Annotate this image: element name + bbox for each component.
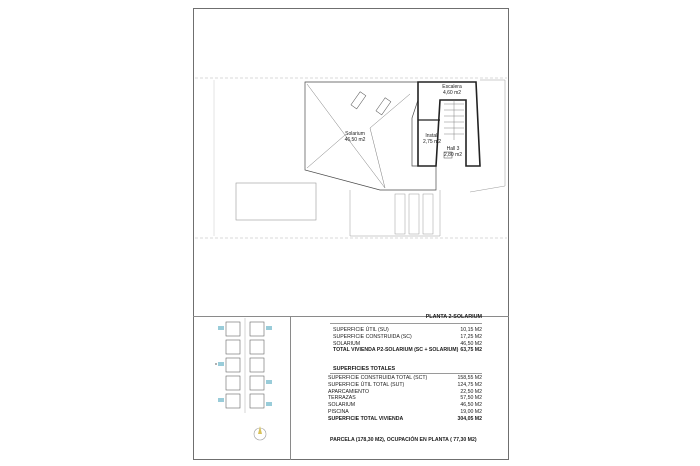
planta-title-rule (330, 323, 482, 324)
parcela-note: PARCELA (178,30 M2), OCUPACIÓN EN PLANTA ( 77,30 M2) (330, 437, 477, 443)
totales-title: SUPERFICIES TOTALES (333, 366, 396, 372)
table-row: TERRAZAS 57,50 M2 (328, 395, 482, 402)
room-label-hall: Hall 3 2,80 m2 (443, 146, 463, 158)
table-row: APARCAMIENTO 22,50 M2 (328, 388, 482, 395)
table-row: SUPERFICIE CONSTRUIDA (SC) 17,25 M2 (333, 333, 482, 340)
parking-slot (423, 194, 433, 234)
table-row: SOLARIUM 46,50 M2 (328, 402, 482, 409)
sun-lounger (351, 92, 366, 109)
table-row: SUPERFICIE CONSTRUIDA TOTAL (SCT) 158,55 M2 (328, 375, 482, 381)
totales-title-rule (330, 373, 482, 374)
planta-table (330, 314, 482, 321)
table-row: SOLARIUM 46,50 M2 (333, 340, 482, 347)
key-plan (212, 318, 292, 453)
table-row: SUPERFICIE ÚTIL TOTAL (SUT) 124,75 M2 (328, 381, 482, 388)
table-total-row: TOTAL VIVIENDA P2-SOLARIUM (SC + SOLARIUM) 63,75 M2 (333, 347, 482, 354)
table-row: PISCINA 19,00 M2 (328, 408, 482, 415)
totales-title-box (333, 366, 482, 373)
pool-outline (236, 183, 316, 220)
room-label-escalera: Escalera 4,60 m2 (442, 84, 462, 96)
room-label-solarium: Solarium 46,50 m2 (344, 131, 366, 143)
table-row: SUPERFICIE ÚTIL (SU) 10,15 M2 (333, 327, 482, 333)
parking-slot (409, 194, 419, 234)
totales-rows (328, 375, 482, 423)
parking-slot (395, 194, 405, 234)
stair-treads (444, 100, 464, 140)
planta-rows (333, 327, 482, 354)
table-total-row: SUPERFICIE TOTAL VIVIENDA 304,05 M2 (328, 415, 482, 422)
room-label-instal: Instal. 2,75 m2 (422, 133, 442, 145)
planta-title: PLANTA 2-SOLARIUM (425, 314, 482, 320)
